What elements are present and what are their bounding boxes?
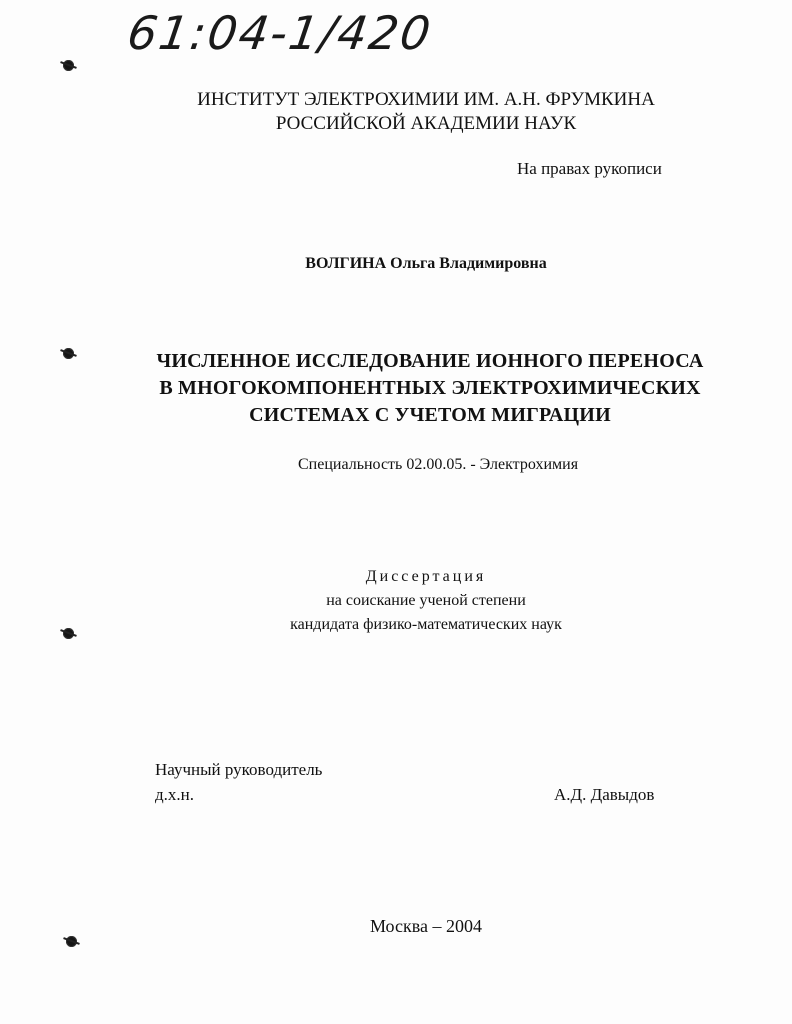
- author-name: [30, 255, 792, 273]
- supervisor-role: Научный руководитель: [155, 760, 323, 779]
- institute-name-line2: РОССИЙСКОЙ АКАДЕМИИ НАУК: [275, 113, 577, 134]
- thesis-title-line2: В МНОГОКОМПОНЕНТНЫХ ЭЛЕКТРОХИМИЧЕСКИХ: [159, 377, 701, 399]
- thesis-title-line1: ЧИСЛЕННОЕ ИССЛЕДОВАНИЕ ИОННОГО ПЕРЕНОСА: [156, 350, 704, 372]
- author-surname: ВОЛГИНА: [305, 255, 387, 272]
- institute-name-line1: ИНСТИТУТ ЭЛЕКТРОХИМИИ ИМ. А.Н. ФРУМКИНА: [197, 89, 655, 110]
- specialty-line: Специальность 02.00.05. - Электрохимия: [298, 456, 579, 473]
- degree-purpose-line: на соискание ученой степени: [326, 592, 526, 609]
- manuscript-rights-note: На правах рукописи: [517, 159, 662, 178]
- dissertation-heading: Диссертация: [365, 568, 487, 585]
- punch-hole-mark: [63, 60, 74, 71]
- thesis-title-line3: СИСТЕМАХ С УЧЕТОМ МИГРАЦИИ: [249, 404, 611, 426]
- author-given-names: Ольга Владимировна: [390, 255, 547, 272]
- place-and-year: Москва – 2004: [370, 916, 482, 936]
- handwritten-archive-code: 61:04-1/420: [124, 6, 436, 60]
- supervisor-name: А.Д. Давыдов: [554, 785, 655, 804]
- punch-hole-mark: [66, 936, 77, 947]
- degree-name-line: кандидата физико-математических наук: [290, 616, 562, 633]
- supervisor-degree: д.х.н.: [155, 785, 194, 804]
